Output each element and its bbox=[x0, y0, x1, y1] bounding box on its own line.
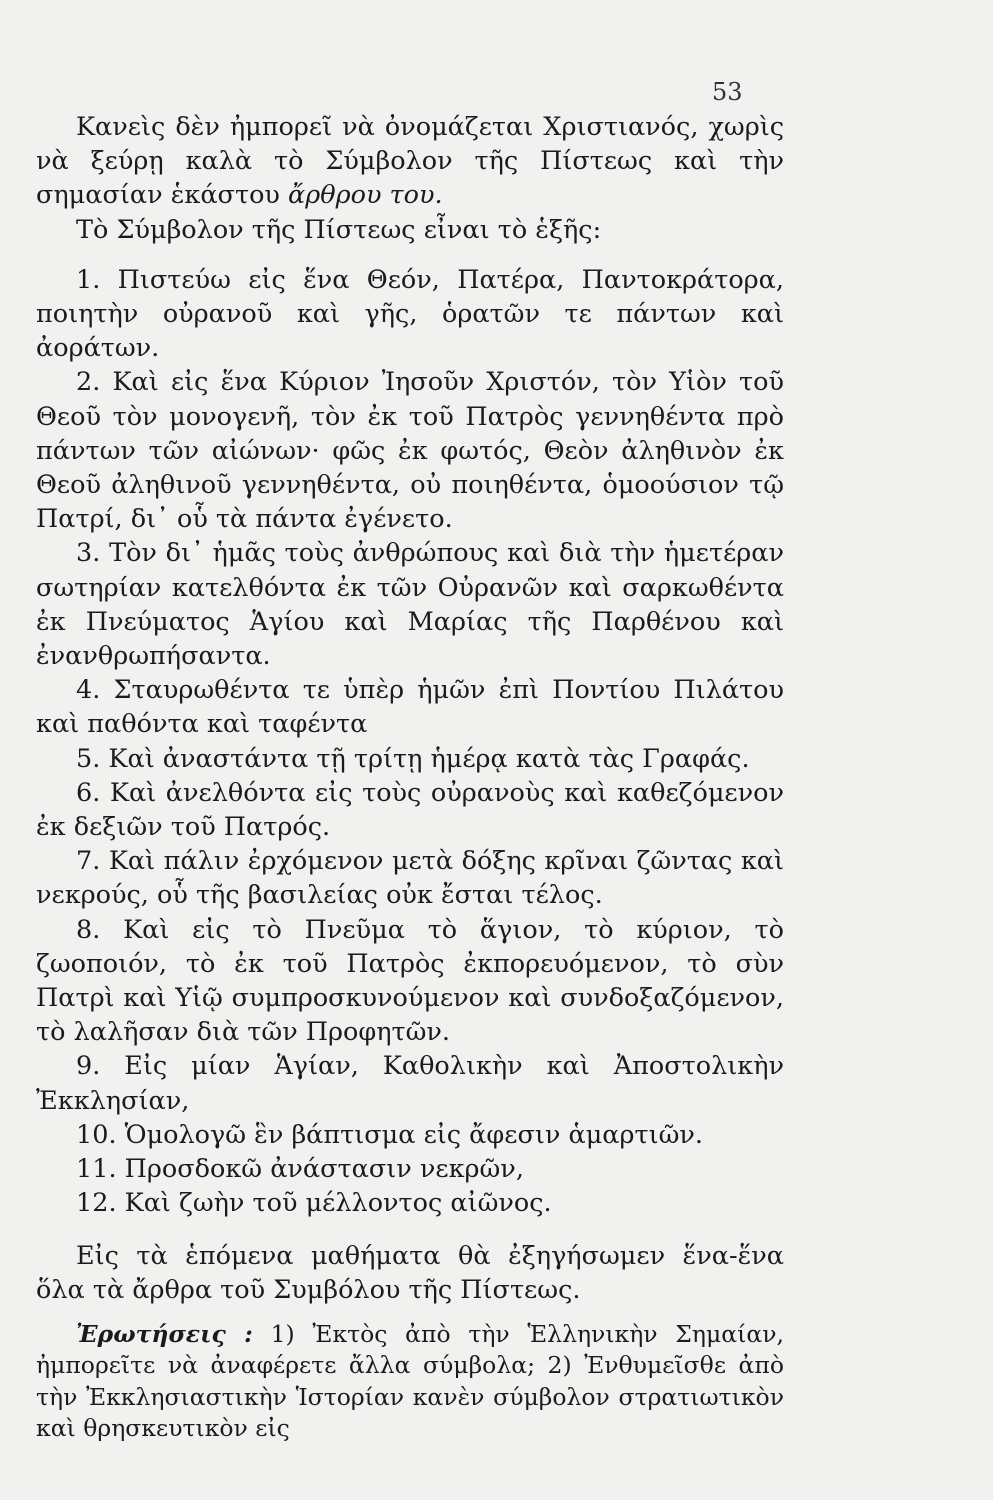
intro-italic-text: ἄρθρου του. bbox=[288, 180, 443, 211]
intro-text: Κανεὶς δὲν ἠμπορεῖ νὰ ὀνομάζεται Χριστιανός, χωρὶς νὰ ξεύρῃ καλὰ τὸ Σύμβολον τῆς Πίστεως καὶ τὴν σημασίαν ἑκάστου bbox=[36, 112, 784, 211]
outro-paragraph: Εἰς τὰ ἑπόμενα μαθήματα θὰ ἐξηγήσωμεν ἕνα-ἕνα ὅλα τὰ ἄρθρα τοῦ Συμβόλου τῆς Πίστεως. bbox=[36, 1240, 784, 1305]
creed-article-11: 11. Προσδοκῶ ἀνάστασιν νεκρῶν, bbox=[76, 1154, 524, 1185]
questions-label: Ἐρωτήσεις : bbox=[76, 1319, 253, 1348]
creed-article-6: 6. Καὶ ἀνελθόντα εἰς τοὺς οὐρανοὺς καὶ καθεζόμενον ἐκ δεξιῶν τοῦ Πατρός. bbox=[36, 777, 784, 843]
body-text bbox=[36, 110, 784, 1445]
questions-text: 1) Ἐκτὸς ἀπὸ τὴν Ἑλληνικὴν Σημαίαν, ἠμπορεῖτε νὰ ἀναφέρετε ἄλλα σύμβολα; 2) Ἐνθυμεῖσθε ἀπὸ τὴν Ἐκκλησιαστικὴν Ἱστορίαν κανὲν σύμβολον στρατιωτικὸν καὶ θρησκευτικὸν εἰς bbox=[36, 1319, 784, 1443]
creed-article-1: 1. Πιστεύω εἰς ἕνα Θεόν, Πατέρα, Παντοκράτορα, ποιητὴν οὐρανοῦ καὶ γῆς, ὁρατῶν τε πάντων καὶ ἀοράτων. bbox=[36, 264, 784, 364]
creed-article-7: 7. Καὶ πάλιν ἐρχόμενον μετὰ δόξης κρῖναι ζῶντας καὶ νεκρούς, οὗ τῆς βασιλείας οὐκ ἔσται τέλος. bbox=[36, 846, 784, 911]
creed-article-2: 2. Καὶ εἰς ἕνα Κύριον Ἰησοῦν Χριστόν, τὸν Υἱὸν τοῦ Θεοῦ τὸν μονογενῆ, τὸν ἐκ τοῦ Πατρὸς γεννηθέντα πρὸ πάντων τῶν αἰώνων· φῶς ἐκ φωτός, Θεὸν ἀληθινὸν ἐκ Θεοῦ ἀληθινοῦ γεννηθέντα, οὐ ποιηθέντα, ὁμοούσιον τῷ Πατρί, δι᾿ οὗ τὰ πάντα ἐγένετο. bbox=[36, 367, 784, 535]
creed-article-8: 8. Καὶ εἰς τὸ Πνεῦμα τὸ ἅγιον, τὸ κύριον, τὸ ζωοποιόν, τὸ ἐκ τοῦ Πατρὸς ἐκπορευόμενον, τὸ σὺν Πατρὶ καὶ Υἱῷ συμπροσκυνούμενον καὶ συνδοξαζόμενον, τὸ λαλῆσαν διὰ τῶν Προφητῶν. bbox=[36, 914, 784, 1048]
page-number: 53 bbox=[712, 78, 743, 106]
creed-article-12: 12. Καὶ ζωὴν τοῦ μέλλοντος αἰῶνος. bbox=[76, 1188, 552, 1219]
creed-article-4: 4. Σταυρωθέντα τε ὑπὲρ ἡμῶν ἐπὶ Ποντίου Πιλάτου καὶ παθόντα καὶ ταφέντα bbox=[36, 675, 784, 740]
questions-paragraph bbox=[36, 1319, 784, 1445]
intro-paragraph bbox=[36, 110, 784, 213]
creed-article-9: 9. Εἰς μίαν Ἁγίαν, Καθολικὴν καὶ Ἀποστολικὴν Ἐκκλησίαν, bbox=[36, 1051, 784, 1116]
creed-article-10: 10. Ὁμολογῶ ἓν βάπτισμα εἰς ἄφεσιν ἁμαρτιῶν. bbox=[76, 1119, 703, 1150]
creed-article-5: 5. Καὶ ἀναστάντα τῇ τρίτῃ ἡμέρᾳ κατὰ τὰς Γραφάς. bbox=[76, 743, 750, 774]
lead-in-paragraph: Τὸ Σύμβολον τῆς Πίστεως εἶναι τὸ ἑξῆς: bbox=[76, 214, 602, 245]
creed-article-3: 3. Τὸν δι᾿ ἡμᾶς τοὺς ἀνθρώπους καὶ διὰ τὴν ἡμετέραν σωτηρίαν κατελθόντα ἐκ τῶν Οὐρανῶν καὶ σαρκωθέντα ἐκ Πνεύματος Ἁγίου καὶ Μαρίας τῆς Παρθένου καὶ ἐνανθρωπήσαντα. bbox=[36, 538, 784, 672]
